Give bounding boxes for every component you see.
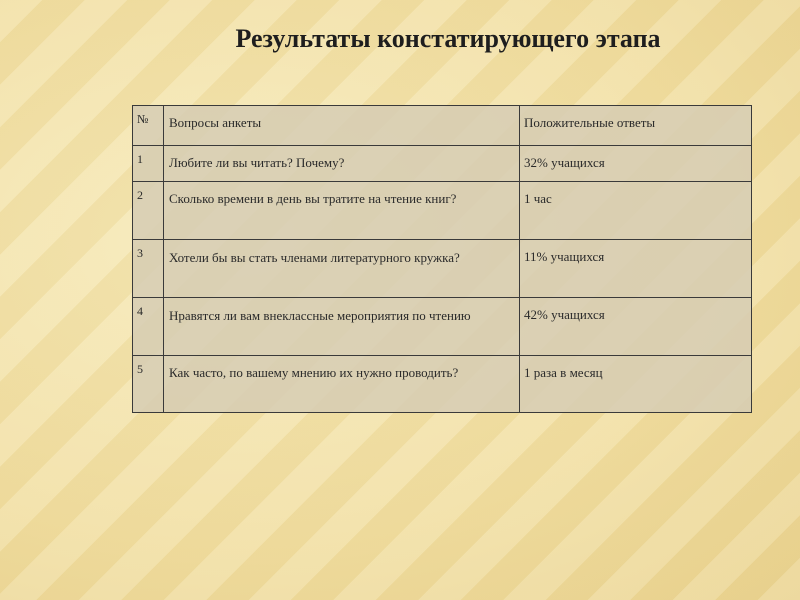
row-number: 2 <box>133 182 164 240</box>
table-row <box>133 240 752 298</box>
row-answer: 11% учащихся <box>520 240 752 298</box>
table-row <box>133 298 752 356</box>
row-question: Хотели бы вы стать членами литературного кружка? <box>164 240 520 298</box>
row-question: Любите ли вы читать? Почему? <box>164 146 520 182</box>
row-number: 5 <box>133 356 164 413</box>
row-number: 3 <box>133 240 164 298</box>
slide-title: Результаты констатирующего этапа <box>235 24 661 53</box>
table-row <box>133 356 752 413</box>
header-answer: Положительные ответы <box>520 106 752 146</box>
survey-results-table <box>132 105 752 413</box>
table-header-row <box>133 106 752 146</box>
header-question: Вопросы анкеты <box>164 106 520 146</box>
row-answer: 42% учащихся <box>520 298 752 356</box>
row-question: Нравятся ли вам внеклассные мероприятия по чтению <box>164 298 520 356</box>
table-row <box>133 146 752 182</box>
row-number: 1 <box>133 146 164 182</box>
table-row <box>133 182 752 240</box>
survey-table-container <box>132 105 749 413</box>
row-answer: 1 раза в месяц <box>520 356 752 413</box>
row-answer: 32% учащихся <box>520 146 752 182</box>
row-question: Как часто, по вашему мнению их нужно проводить? <box>164 356 520 413</box>
row-answer: 1 час <box>520 182 752 240</box>
header-number: № <box>133 106 164 146</box>
row-number: 4 <box>133 298 164 356</box>
row-question: Сколько времени в день вы тратите на чтение книг? <box>164 182 520 240</box>
